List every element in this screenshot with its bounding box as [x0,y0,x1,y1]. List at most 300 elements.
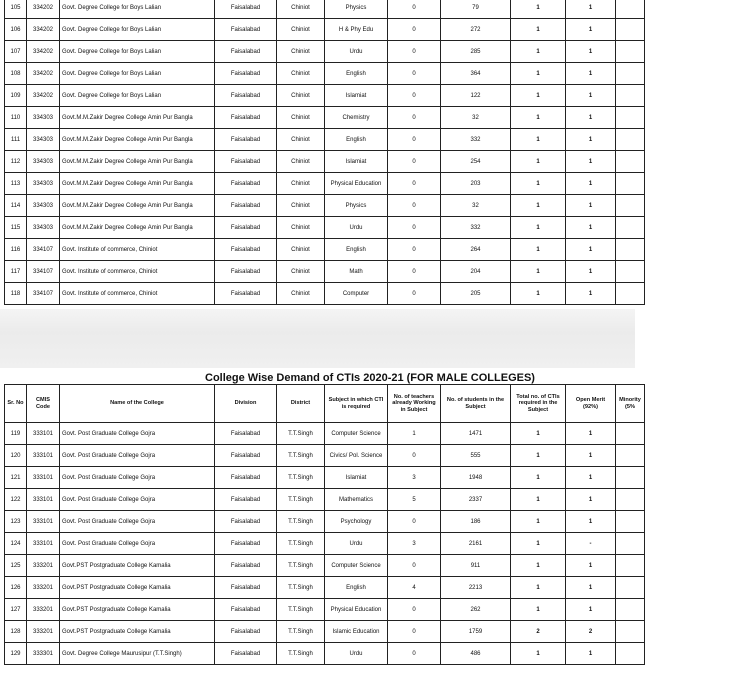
table-row [5,173,645,195]
cell-sr: 121 [5,467,27,489]
cell-sr: 119 [5,423,27,445]
cell-open: 1 [566,63,616,85]
cell-subject: Computer Science [325,555,388,577]
cell-college: Govt. Degree College for Boys Lalian [60,85,215,107]
cell-college: Govt. Post Graduate College Gojra [60,445,215,467]
cell-subject: Mathematics [325,489,388,511]
table-row [5,283,645,305]
cell-sr: 107 [5,41,27,63]
demand-table [4,384,645,665]
document-page-2 [0,368,641,680]
cell-open: 1 [566,467,616,489]
cell-minority [616,643,645,665]
cell-subject: Physical Education [325,599,388,621]
table-row [5,423,645,445]
cell-students: 32 [441,107,511,129]
document-page-1 [0,0,635,309]
cell-subject: Math [325,261,388,283]
cell-sr: 109 [5,85,27,107]
header-division: Division [215,385,277,423]
cell-sr: 127 [5,599,27,621]
cell-cmis: 333201 [27,599,60,621]
cell-college: Govt. Post Graduate College Gojra [60,467,215,489]
cell-minority [616,467,645,489]
cell-teachers: 0 [388,621,441,643]
cell-students: 254 [441,151,511,173]
cell-subject: Urdu [325,533,388,555]
cell-total: 1 [511,107,566,129]
cell-subject: English [325,63,388,85]
cell-open: 1 [566,555,616,577]
cell-open: 1 [566,19,616,41]
cell-students: 203 [441,173,511,195]
cell-total: 1 [511,129,566,151]
cell-division: Faisalabad [215,511,277,533]
table-row [5,467,645,489]
cell-college: Govt.M.M.Zakir Degree College Amin Pur Bangla [60,195,215,217]
cell-division: Faisalabad [215,107,277,129]
cell-students: 1948 [441,467,511,489]
header-sr: Sr. No [5,385,27,423]
cell-total: 1 [511,643,566,665]
cell-students: 1759 [441,621,511,643]
cell-college: Govt. Institute of commerce, Chiniot [60,283,215,305]
cell-sr: 111 [5,129,27,151]
cell-teachers: 0 [388,643,441,665]
cell-division: Faisalabad [215,41,277,63]
cell-division: Faisalabad [215,0,277,19]
cell-subject: Physics [325,0,388,19]
cell-open: 1 [566,423,616,445]
cell-open: 1 [566,239,616,261]
cell-cmis: 334303 [27,173,60,195]
cell-cmis: 333201 [27,577,60,599]
cell-teachers: 3 [388,467,441,489]
cell-open: - [566,533,616,555]
cell-district: T.T.Singh [277,533,325,555]
cell-minority [616,283,645,305]
cell-minority [616,423,645,445]
cell-teachers: 0 [388,173,441,195]
cell-teachers: 0 [388,19,441,41]
header-district: District [277,385,325,423]
cell-division: Faisalabad [215,195,277,217]
cell-district: T.T.Singh [277,489,325,511]
cell-teachers: 0 [388,283,441,305]
cell-open: 1 [566,283,616,305]
cell-subject: Urdu [325,643,388,665]
table-row [5,511,645,533]
table-row [5,577,645,599]
cell-subject: Urdu [325,217,388,239]
cell-students: 2161 [441,533,511,555]
cell-sr: 113 [5,173,27,195]
cell-open: 1 [566,511,616,533]
cell-total: 1 [511,577,566,599]
cell-division: Faisalabad [215,283,277,305]
cell-cmis: 334303 [27,195,60,217]
header-cmis: CMIS Code [27,385,60,423]
cell-division: Faisalabad [215,85,277,107]
cell-sr: 112 [5,151,27,173]
cell-total: 2 [511,621,566,643]
cell-division: Faisalabad [215,19,277,41]
cell-sr: 124 [5,533,27,555]
cell-minority [616,41,645,63]
cell-district: Chiniot [277,217,325,239]
cell-students: 205 [441,283,511,305]
cell-minority [616,151,645,173]
cell-minority [616,19,645,41]
cell-sr: 105 [5,0,27,19]
cell-district: T.T.Singh [277,511,325,533]
cell-division: Faisalabad [215,599,277,621]
cell-minority [616,195,645,217]
cell-total: 1 [511,85,566,107]
cell-cmis: 334303 [27,129,60,151]
header-open-merit: Open Merit (92%) [566,385,616,423]
cell-division: Faisalabad [215,239,277,261]
cell-minority [616,599,645,621]
cell-cmis: 333101 [27,511,60,533]
table-row [5,555,645,577]
cell-total: 1 [511,283,566,305]
cell-cmis: 334107 [27,261,60,283]
cell-teachers: 0 [388,195,441,217]
cell-college: Govt.PST Postgraduate College Kamalia [60,577,215,599]
table-row [5,85,645,107]
cell-total: 1 [511,217,566,239]
cell-cmis: 334202 [27,85,60,107]
cell-college: Govt. Degree College for Boys Lalian [60,41,215,63]
cell-subject: Chemistry [325,107,388,129]
cell-total: 1 [511,173,566,195]
cell-total: 1 [511,445,566,467]
cell-students: 204 [441,261,511,283]
cell-total: 1 [511,423,566,445]
cell-division: Faisalabad [215,467,277,489]
cell-cmis: 333201 [27,621,60,643]
cell-minority [616,445,645,467]
table-row [5,217,645,239]
cell-total: 1 [511,239,566,261]
cell-college: Govt. Institute of commerce, Chiniot [60,239,215,261]
cell-district: Chiniot [277,195,325,217]
cell-open: 1 [566,41,616,63]
cell-total: 1 [511,555,566,577]
cell-sr: 123 [5,511,27,533]
cell-cmis: 333101 [27,489,60,511]
header-total: Total no. of CTIs required in the Subject [511,385,566,423]
header-students: No. of students in the Subject [441,385,511,423]
cell-teachers: 4 [388,577,441,599]
cell-division: Faisalabad [215,643,277,665]
header-subject: Subject in which CTI is required [325,385,388,423]
table-row [5,0,645,19]
table-row [5,489,645,511]
cell-minority [616,555,645,577]
cell-subject: Physical Education [325,173,388,195]
cell-open: 1 [566,445,616,467]
table-row [5,151,645,173]
cell-district: T.T.Singh [277,643,325,665]
cell-minority [616,511,645,533]
cell-open: 1 [566,0,616,19]
cell-cmis: 334303 [27,217,60,239]
cell-sr: 125 [5,555,27,577]
table-row [5,621,645,643]
cell-total: 1 [511,511,566,533]
cell-district: T.T.Singh [277,577,325,599]
cell-district: Chiniot [277,261,325,283]
cell-sr: 108 [5,63,27,85]
cell-district: Chiniot [277,151,325,173]
cell-division: Faisalabad [215,173,277,195]
cell-district: Chiniot [277,0,325,19]
cell-minority [616,173,645,195]
cell-teachers: 0 [388,151,441,173]
cell-subject: Psychology [325,511,388,533]
table-row [5,533,645,555]
cell-district: Chiniot [277,63,325,85]
cell-teachers: 0 [388,41,441,63]
table-row [5,19,645,41]
cell-division: Faisalabad [215,63,277,85]
cell-teachers: 5 [388,489,441,511]
cell-district: Chiniot [277,107,325,129]
cell-teachers: 0 [388,63,441,85]
cell-division: Faisalabad [215,533,277,555]
cell-college: Govt. Post Graduate College Gojra [60,489,215,511]
cell-cmis: 333101 [27,467,60,489]
cell-district: T.T.Singh [277,423,325,445]
cell-subject: Islamiat [325,467,388,489]
cell-teachers: 0 [388,511,441,533]
cell-district: T.T.Singh [277,445,325,467]
cell-division: Faisalabad [215,423,277,445]
cell-teachers: 0 [388,445,441,467]
header-teachers: No. of teachers already Working in Subject [388,385,441,423]
cell-division: Faisalabad [215,261,277,283]
cell-teachers: 0 [388,555,441,577]
cell-sr: 117 [5,261,27,283]
cell-subject: Civics/ Pol. Science [325,445,388,467]
cell-district: Chiniot [277,129,325,151]
cell-cmis: 334202 [27,63,60,85]
table-row [5,129,645,151]
cell-teachers: 0 [388,129,441,151]
cell-district: T.T.Singh [277,621,325,643]
cell-total: 1 [511,195,566,217]
cell-college: Govt. Degree College for Boys Lalian [60,0,215,19]
cell-college: Govt. Degree College for Boys Lalian [60,19,215,41]
cell-students: 262 [441,599,511,621]
cell-total: 1 [511,467,566,489]
cell-subject: English [325,129,388,151]
cell-students: 332 [441,217,511,239]
cell-students: 486 [441,643,511,665]
cell-total: 1 [511,599,566,621]
cell-students: 1471 [441,423,511,445]
cell-students: 364 [441,63,511,85]
cell-minority [616,217,645,239]
cell-teachers: 0 [388,0,441,19]
cell-cmis: 334202 [27,0,60,19]
cell-open: 1 [566,129,616,151]
cell-teachers: 0 [388,217,441,239]
cell-district: T.T.Singh [277,467,325,489]
cell-teachers: 0 [388,85,441,107]
cell-college: Govt.PST Postgraduate College Kamalia [60,599,215,621]
cell-district: Chiniot [277,173,325,195]
cell-minority [616,107,645,129]
cell-college: Govt.M.M.Zakir Degree College Amin Pur Bangla [60,107,215,129]
cell-subject: Islamic Education [325,621,388,643]
table-row [5,63,645,85]
cell-subject: English [325,239,388,261]
cell-sr: 120 [5,445,27,467]
cell-students: 2213 [441,577,511,599]
cell-students: 555 [441,445,511,467]
cell-college: Govt. Post Graduate College Gojra [60,511,215,533]
cell-sr: 106 [5,19,27,41]
cell-cmis: 333301 [27,643,60,665]
demand-table-continued [4,0,645,305]
cell-minority [616,239,645,261]
cell-district: T.T.Singh [277,555,325,577]
cell-division: Faisalabad [215,129,277,151]
cell-open: 1 [566,599,616,621]
cell-open: 1 [566,217,616,239]
cell-open: 1 [566,151,616,173]
table-row [5,107,645,129]
cell-teachers: 0 [388,239,441,261]
cell-subject: Computer Science [325,423,388,445]
cell-minority [616,63,645,85]
cell-subject: Islamiat [325,151,388,173]
cell-cmis: 333101 [27,423,60,445]
cell-division: Faisalabad [215,217,277,239]
cell-cmis: 333201 [27,555,60,577]
table-row [5,445,645,467]
table-title: College Wise Demand of CTIs 2020-21 (FOR MALE COLLEGES) [205,372,535,384]
cell-teachers: 1 [388,423,441,445]
cell-college: Govt. Institute of commerce, Chiniot [60,261,215,283]
cell-teachers: 0 [388,107,441,129]
cell-district: Chiniot [277,41,325,63]
cell-minority [616,261,645,283]
cell-total: 1 [511,151,566,173]
cell-teachers: 0 [388,599,441,621]
cell-college: Govt.M.M.Zakir Degree College Amin Pur Bangla [60,173,215,195]
cell-sr: 116 [5,239,27,261]
cell-minority [616,489,645,511]
cell-sr: 118 [5,283,27,305]
cell-division: Faisalabad [215,555,277,577]
cell-total: 1 [511,533,566,555]
cell-teachers: 0 [388,261,441,283]
cell-district: Chiniot [277,239,325,261]
table-row [5,599,645,621]
cell-teachers: 3 [388,533,441,555]
cell-college: Govt.M.M.Zakir Degree College Amin Pur Bangla [60,129,215,151]
cell-district: Chiniot [277,283,325,305]
cell-sr: 129 [5,643,27,665]
cell-district: T.T.Singh [277,599,325,621]
cell-sr: 114 [5,195,27,217]
cell-total: 1 [511,0,566,19]
cell-students: 122 [441,85,511,107]
cell-division: Faisalabad [215,151,277,173]
table-row [5,195,645,217]
cell-cmis: 334202 [27,19,60,41]
cell-subject: H & Phy Edu [325,19,388,41]
table-row [5,261,645,283]
cell-cmis: 334107 [27,239,60,261]
cell-subject: Urdu [325,41,388,63]
cell-cmis: 334202 [27,41,60,63]
cell-college: Govt.PST Postgraduate College Kamalia [60,621,215,643]
cell-total: 1 [511,261,566,283]
cell-cmis: 334303 [27,107,60,129]
cell-minority [616,0,645,19]
cell-students: 32 [441,195,511,217]
page-gap [0,309,635,368]
cell-total: 1 [511,41,566,63]
cell-students: 79 [441,0,511,19]
cell-students: 272 [441,19,511,41]
cell-division: Faisalabad [215,445,277,467]
cell-open: 1 [566,173,616,195]
cell-subject: Physics [325,195,388,217]
cell-cmis: 333101 [27,533,60,555]
header-college: Name of the College [60,385,215,423]
cell-open: 1 [566,577,616,599]
cell-college: Govt.M.M.Zakir Degree College Amin Pur Bangla [60,151,215,173]
cell-college: Govt. Post Graduate College Gojra [60,423,215,445]
cell-minority [616,85,645,107]
cell-subject: Islamiat [325,85,388,107]
cell-students: 264 [441,239,511,261]
cell-students: 186 [441,511,511,533]
cell-subject: Computer [325,283,388,305]
cell-college: Govt.PST Postgraduate College Kamalia [60,555,215,577]
cell-division: Faisalabad [215,577,277,599]
cell-college: Govt. Post Graduate College Gojra [60,533,215,555]
cell-minority [616,129,645,151]
cell-sr: 128 [5,621,27,643]
cell-open: 1 [566,85,616,107]
cell-cmis: 334107 [27,283,60,305]
cell-college: Govt. Degree College for Boys Lalian [60,63,215,85]
cell-students: 2337 [441,489,511,511]
cell-district: Chiniot [277,19,325,41]
cell-college: Govt.M.M.Zakir Degree College Amin Pur Bangla [60,217,215,239]
cell-open: 1 [566,261,616,283]
cell-total: 1 [511,19,566,41]
cell-minority [616,577,645,599]
cell-cmis: 333101 [27,445,60,467]
cell-total: 1 [511,63,566,85]
cell-subject: English [325,577,388,599]
cell-open: 1 [566,107,616,129]
cell-open: 1 [566,643,616,665]
cell-cmis: 334303 [27,151,60,173]
table-header-row [5,385,645,423]
cell-sr: 122 [5,489,27,511]
cell-students: 332 [441,129,511,151]
cell-district: Chiniot [277,85,325,107]
